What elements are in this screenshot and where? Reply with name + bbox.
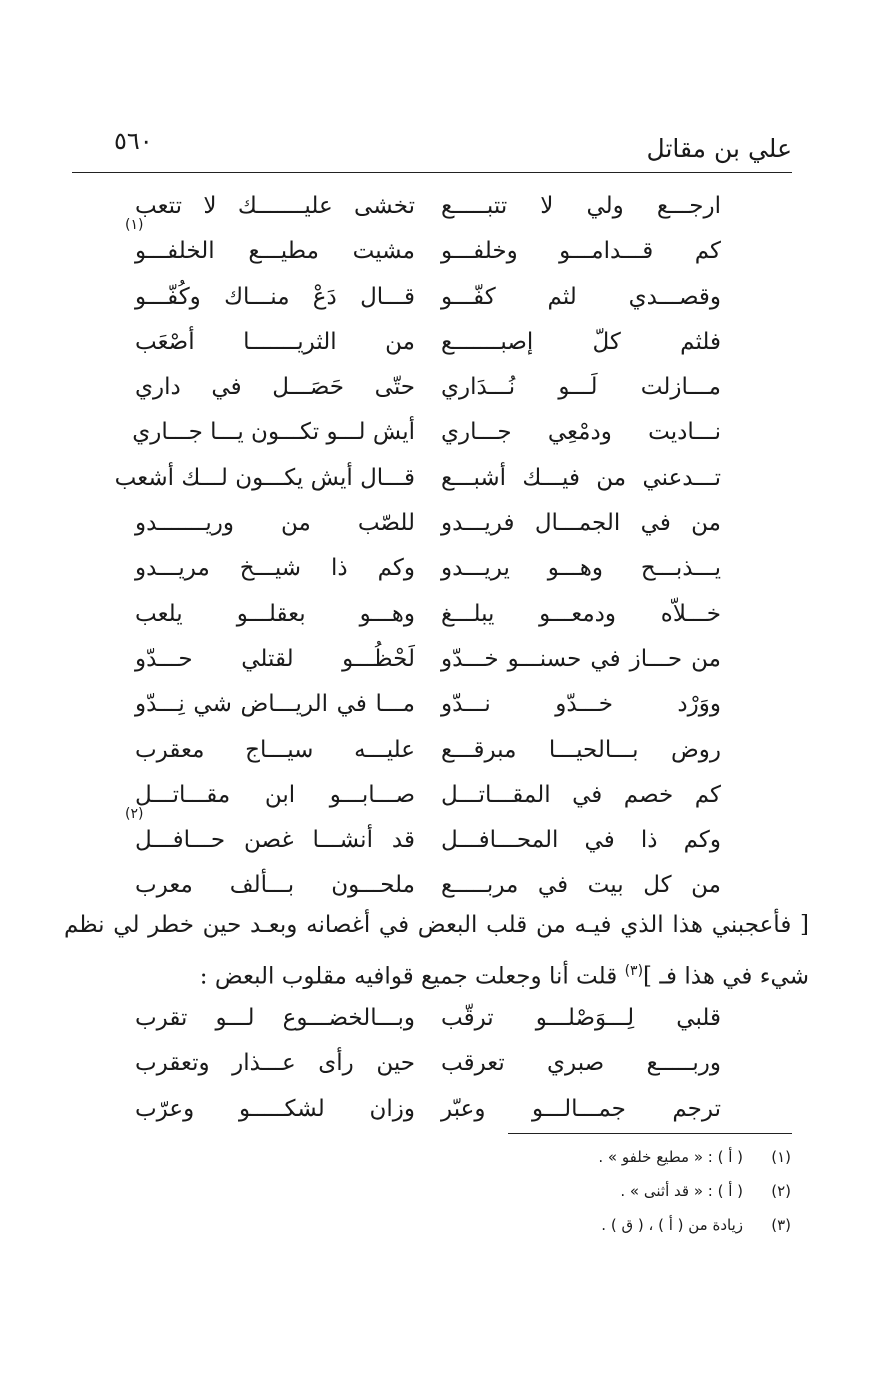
verse-row <box>0 320 879 365</box>
footnote <box>391 1140 791 1174</box>
footnote-marker: (٢) <box>125 806 144 823</box>
verse-row <box>0 682 879 727</box>
footnote-number: (١) <box>771 1148 791 1166</box>
first-hemistich: وقصـــدي لثم كفّـــو <box>441 283 721 310</box>
verse-row <box>0 996 879 1041</box>
second-hemistich: صـــابـــو ابن مقـــاتـــل <box>135 781 415 808</box>
first-hemistich: تـــدعني من فيـــك أشبـــع <box>441 464 721 491</box>
first-hemistich: خـــلاّه ودمعـــو يبلـــغ <box>441 600 721 627</box>
footnote-text: ( أ ) : « مطيع خلفو » . <box>598 1148 743 1166</box>
prose-line: [ فأعجبني هذا الذي فيـه من قلب البعض في أغصانه وبعـد حين خطر لي نظم <box>64 912 809 938</box>
verse-row <box>0 806 879 863</box>
verse-row <box>0 456 879 501</box>
second-hemistich: وكم ذا شيـــخ مريـــدو <box>135 555 415 582</box>
footnote-number: (٣) <box>771 1216 791 1234</box>
first-hemistich: ارجـــع ولي لا تتبـــــع <box>441 193 721 219</box>
second-hemistich: أيش لـــو تكـــون يـــا جـــاري <box>132 419 415 446</box>
second-hemistich: تخشى عليـــــــك لا تتعب <box>135 193 415 219</box>
hemistich-text: مشيت مطيـــع الخلفـــو <box>135 238 415 265</box>
verse-row <box>0 217 879 274</box>
verse-row <box>0 365 879 410</box>
prose-line <box>64 948 809 1000</box>
first-hemistich: كم خصم في المقـــاتـــل <box>441 781 721 808</box>
footnote-number: (٢) <box>771 1182 791 1200</box>
hemistich-text: قد أنشـــا غصن حـــافـــل <box>135 827 415 854</box>
verse-row <box>0 275 879 320</box>
first-hemistich: من حـــاز في حسنـــو خـــدّو <box>441 645 721 672</box>
second-hemistich: قـــال دَعْ منـــاك وكُفّـــو <box>135 283 415 310</box>
second-hemistich: ملحـــون بـــألف معرب <box>135 872 415 899</box>
footnote-separator <box>508 1133 792 1134</box>
verse-row <box>0 1041 879 1086</box>
second-hemistich: وزان لشكـــــو وعرّب <box>135 1095 415 1122</box>
second-hemistich: لَحْظُـــو لقتلي حـــدّو <box>135 645 415 672</box>
first-hemistich: قلبي لِـــوَصْلـــو ترقّب <box>441 1005 721 1031</box>
first-hemistich: فلثم كلّ إصبـــــــع <box>441 328 721 355</box>
first-hemistich: نـــاديت ودمْعِي جـــاري <box>441 419 721 446</box>
first-hemistich: من في الجمـــال فريـــدو <box>441 510 721 537</box>
verse-row <box>0 592 879 637</box>
first-hemistich: وربـــــع صبري تعرقب <box>441 1050 721 1077</box>
poem-main <box>0 184 879 909</box>
prose-line-end: قلت أنا وجعلت جميع قوافيه مقلوب البعض : <box>199 963 625 990</box>
verse-row <box>0 728 879 773</box>
verse-row <box>0 501 879 546</box>
first-hemistich: كم قـــدامـــو وخلفـــو <box>441 238 721 265</box>
first-hemistich: مـــازلت لَـــو نُـــدَاري <box>441 374 721 401</box>
footnotes <box>391 1140 791 1242</box>
second-hemistich: من الثريـــــــا أصْعَب <box>135 328 415 355</box>
page-number: ٥٦٠ <box>114 127 153 155</box>
second-hemistich: حين رأى عـــذار وتعقرب <box>135 1050 415 1077</box>
poem-second <box>0 996 879 1132</box>
second-hemistich: قـــال أيش يكـــون لـــك أشعب <box>114 464 415 491</box>
running-title: علي بن مقاتل <box>646 134 792 163</box>
first-hemistich: من كل بيت في مربـــــع <box>441 872 721 899</box>
verse-row <box>0 410 879 455</box>
first-hemistich: روض بـــالحيـــا مبرقـــع <box>441 736 721 763</box>
second-hemistich: مـــا في الريـــاض شي نِـــدّو <box>135 691 415 718</box>
second-hemistich: حتّى حَصَـــل في داري <box>135 374 415 401</box>
second-hemistich: وبـــالخضـــوع لـــو تقرب <box>135 1005 415 1031</box>
footnote <box>391 1208 791 1242</box>
verse-row <box>0 546 879 591</box>
first-hemistich: يـــذبـــح وهـــو يريـــدو <box>441 555 721 582</box>
first-hemistich: وكم ذا في المحـــافـــل <box>441 827 721 854</box>
footnote <box>391 1174 791 1208</box>
first-hemistich: ووَرْد خـــدّو نـــدّو <box>441 691 721 718</box>
second-hemistich <box>125 806 415 863</box>
verse-row <box>0 637 879 682</box>
second-hemistich <box>125 217 415 274</box>
page-header <box>72 118 792 173</box>
second-hemistich: للصّب من وريـــــــدو <box>135 510 415 537</box>
footnote-text: ( أ ) : « قد أثنى » . <box>620 1182 743 1200</box>
second-hemistich: وهـــو بعقلـــو يلعب <box>135 600 415 627</box>
second-hemistich: عليـــه سيـــاج معقرب <box>135 736 415 763</box>
verse-row <box>0 1087 879 1132</box>
footnote-marker: (١) <box>125 217 144 234</box>
footnote-marker: (٣) <box>624 963 644 979</box>
prose-line-start: شيء في هذا فـ ] <box>643 963 809 990</box>
prose-paragraph <box>64 902 809 1000</box>
first-hemistich: ترجم جمـــالـــو وعبّر <box>441 1095 721 1122</box>
footnote-text: زيادة من ( أ ) ، ( ق ) . <box>601 1216 743 1234</box>
